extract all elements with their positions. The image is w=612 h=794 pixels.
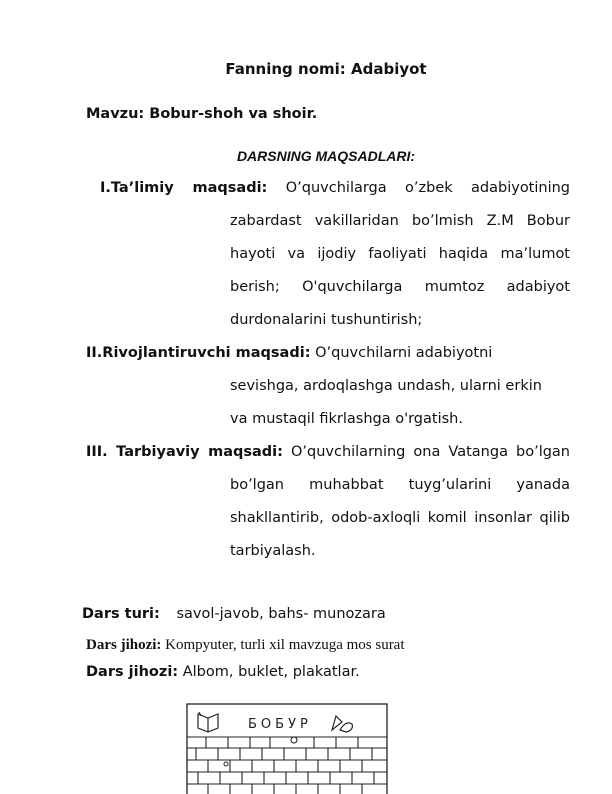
objective-2-label: II.Rivojlantiruvchi maqsadi: — [86, 345, 311, 361]
brick-wall-drawing — [186, 702, 388, 794]
lesson-equipment-1-value: Kompyuter, turli xil mavzuga mos surat — [165, 637, 405, 653]
objective-1-line: hayoti va ijodiy faoliyati haqida ma’lumot — [230, 246, 570, 262]
illustration-bobur — [186, 702, 388, 794]
lesson-type — [82, 606, 386, 622]
objective-1-text: O’quvchilarga o’zbek adabiyotining — [285, 180, 571, 196]
illustration-caption: БОБУР — [248, 717, 312, 732]
lesson-equipment-2-label: Dars jihozi: — [86, 664, 179, 680]
objective-2-line: sevishga, ardoqlashga undash, ularni erkin — [230, 378, 542, 394]
objective-2-text: O’quvchilarni adabiyotni — [315, 345, 493, 361]
objective-3-line: tarbiyalash. — [230, 543, 316, 559]
lesson-equipment-2 — [86, 664, 360, 680]
page-title: Fanning nomi: Adabiyot — [225, 60, 427, 78]
topic: Mavzu: Bobur-shoh va shoir. — [86, 106, 318, 122]
lesson-type-value: savol-javob, bahs- munozara — [176, 606, 386, 622]
objective-3-first-line — [86, 444, 570, 460]
lesson-equipment-1 — [86, 637, 405, 654]
lesson-type-label: Dars turi: — [82, 606, 160, 622]
objective-1-first-line — [100, 180, 570, 196]
objective-3-label: III. Tarbiyaviy maqsadi: — [86, 444, 283, 460]
objective-1-line: durdonalarini tushuntirish; — [230, 312, 423, 328]
objective-1-line: berish; O'quvchilarga mumtoz adabiyot — [230, 279, 570, 295]
objective-1-label: I.Ta’limiy maqsadi: — [100, 180, 268, 196]
objective-1-line: zabardast vakillaridan bo’lmish Z.M Bobur — [230, 213, 570, 229]
objective-3-text: O’quvchilarning ona Vatanga bo’lgan — [290, 444, 570, 460]
objectives-heading: DARSNING MAQSADLARI: — [236, 148, 416, 164]
objective-2-first-line — [86, 345, 492, 361]
lesson-equipment-2-value: Albom, buklet, plakatlar. — [182, 664, 360, 680]
objective-3-line: bo’lgan muhabbat tuyg’ularini yanada — [230, 477, 570, 493]
objective-2-line: va mustaqil fikrlashga o'rgatish. — [230, 411, 463, 427]
objective-3-line: shakllantirib, odob-axloqli komil insonlar qilib — [230, 510, 570, 526]
lesson-equipment-1-label: Dars jihozi: — [86, 637, 162, 653]
